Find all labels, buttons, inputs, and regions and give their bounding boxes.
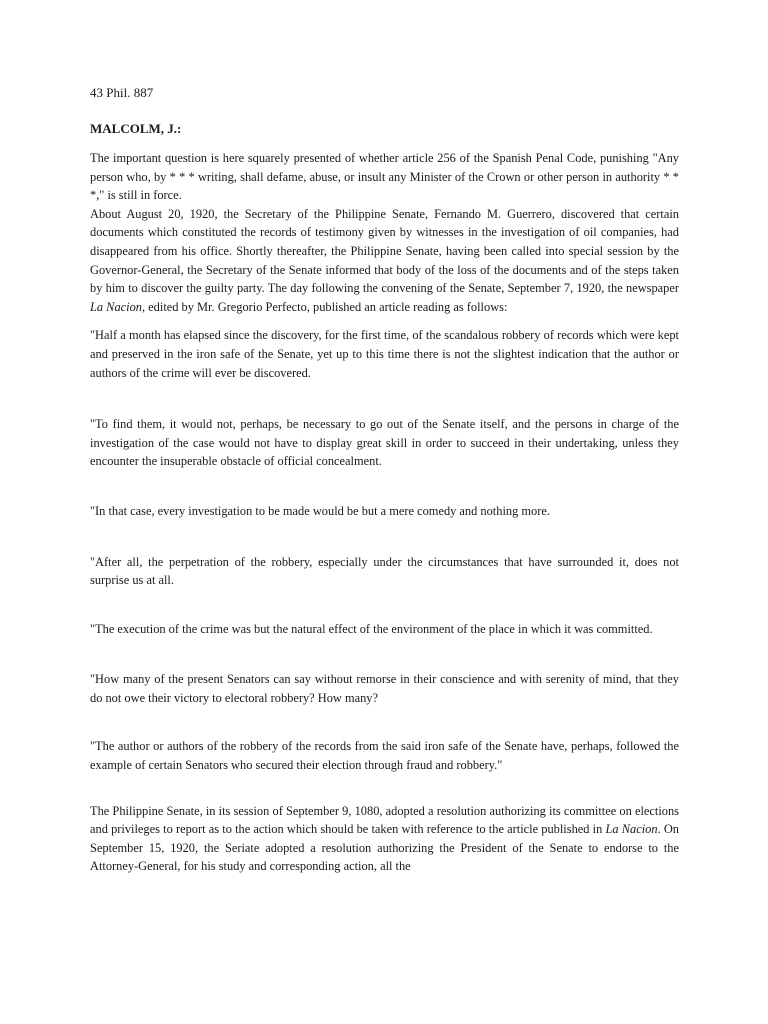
quote-paragraph: "After all, the perpetration of the robbery, especially under the circumstances that have surrounded it, does not surprise us at all. (90, 554, 679, 588)
quote-paragraph: "Half a month has elapsed since the discovery, for the first time, of the scandalous robbery of records which were kept and preserved in the iron safe of the Senate, yet up to this time there is not the slightest indication that the author or authors of the crime will ever be discovered. (90, 328, 679, 380)
paragraph-facts-text: About August 20, 1920, the Secretary of the Philippine Senate, Fernando M. Guerrero, discovered that certain documents which constituted the records of testimony given by witnesses in the investigation of oil companies, had disappeared from his office. Shortly thereafter, the Philippine Senate, having been called into special session by the Governor-General, the Secretary of the Senate informed that body of the loss of the documents and of the steps taken by him to discover the guilty party. The day following the convening of the Senate, September 7, 1920, the newspaper (90, 206, 679, 296)
quote-paragraph: "How many of the present Senators can say without remorse in their conscience and with serenity of mind, that they do not owe their victory to electoral robbery? How many? (90, 672, 679, 705)
newspaper-name: La Nacion (90, 299, 142, 314)
case-citation: 43 Phil. 887 (90, 85, 154, 100)
paragraph-facts-text-end: , edited by Mr. Gregorio Perfecto, published an article reading as follows: (141, 299, 508, 314)
paragraph-resolution (90, 802, 679, 876)
paragraph-question: The important question is here squarely presented of whether article 256 of the Spanish Penal Code, punishing "Any person who, by * * * writing, shall defame, abuse, or insult any Minister of the Crown or other person in authority * * *," is still in force. (90, 151, 679, 203)
quote-paragraph: "The execution of the crime was but the natural effect of the environment of the place in which it was committed. (90, 621, 653, 636)
quote-paragraph: "The author or authors of the robbery of the records from the said iron safe of the Senate have, perhaps, followed the example of certain Senators who secured their election through fraud and robbery." (90, 739, 679, 773)
paragraph-facts (90, 205, 679, 317)
paragraph-resolution-text-end: . On September 15, 1920, the Seriate adopted a resolution authorizing the President of the Senate to endorse to the Attorney-General, for his study and corresponding action, all the (90, 822, 679, 874)
document-page (90, 84, 679, 876)
newspaper-name: La Nacion (605, 822, 658, 837)
quote-paragraph: "To find them, it would not, perhaps, be necessary to go out of the Senate itself, and the persons in charge of the investigation of the case would not have to display great skill in order to succeed in their undertaking, unless they encounter the insuperable obstacle of official concealment. (90, 417, 679, 469)
quote-paragraph: "In that case, every investigation to be made would be but a mere comedy and nothing more. (90, 503, 550, 518)
opinion-author: MALCOLM, J.: (90, 121, 182, 136)
paragraph-resolution-text: The Philippine Senate, in its session of September 9, 1080, adopted a resolution authorizing its committee on elections and privileges to report as to the action which should be taken with reference to the article published in (90, 803, 679, 837)
